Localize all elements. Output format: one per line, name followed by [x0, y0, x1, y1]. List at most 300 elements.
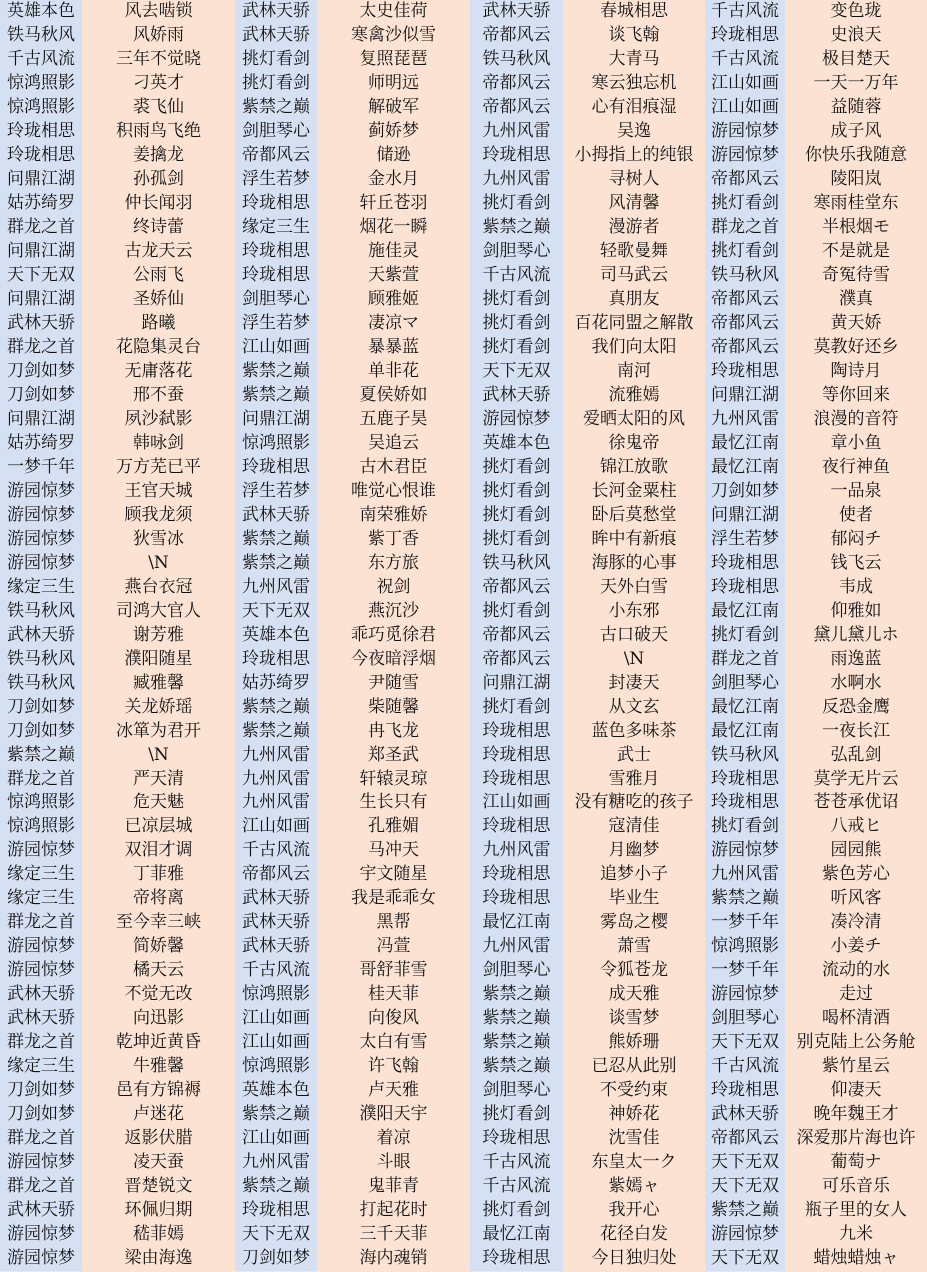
player-name-cell: 黑帮: [376, 912, 411, 933]
table-row: [0, 839, 927, 863]
server-cell: 最忆江南: [711, 696, 779, 717]
server-cell: 天下无双: [7, 264, 75, 285]
player-name-cell: \N: [148, 744, 169, 765]
server-cell: 紫禁之巅: [242, 552, 310, 573]
player-name-cell: 追梦小子: [600, 864, 668, 885]
player-name-cell: 着凉: [376, 1128, 411, 1149]
server-cell: 游园惊梦: [711, 1224, 779, 1245]
table-row: [0, 935, 927, 959]
player-name-cell: 莫学无片云: [813, 768, 899, 789]
table-row: [0, 24, 927, 48]
server-cell: 玲珑相思: [7, 144, 75, 165]
player-name-cell: 严天清: [133, 768, 184, 789]
table-row: [0, 96, 927, 120]
player-name-cell: 夙沙弑影: [124, 408, 193, 429]
table-row: [0, 1223, 927, 1247]
player-name-cell: 冯萱: [376, 936, 411, 957]
server-cell: 惊鸿照影: [242, 984, 310, 1005]
player-name-cell: 斗眼: [376, 1152, 411, 1173]
player-name-cell: 冉飞龙: [368, 720, 419, 741]
server-cell: 武林天骄: [242, 888, 310, 909]
server-cell: 游园惊梦: [7, 552, 75, 573]
player-name-cell: 积雨鸟飞绝: [116, 120, 201, 141]
table-row: [0, 48, 927, 72]
server-cell: 千古风流: [7, 48, 75, 69]
player-name-cell: 解破军: [368, 96, 419, 117]
table-row: [0, 360, 927, 384]
player-name-cell: 路曦: [141, 312, 176, 333]
server-cell: 玲珑相思: [711, 360, 779, 381]
player-name-cell: 燕沉沙: [368, 600, 419, 621]
player-name-cell: 紫竹星云: [822, 1056, 890, 1077]
server-cell: 缘定三生: [7, 888, 75, 909]
player-name-cell: 韦成: [839, 576, 873, 597]
server-cell: 帝都风云: [482, 648, 551, 669]
server-cell: 惊鸿照影: [711, 936, 779, 957]
server-cell: 问鼎江湖: [711, 504, 779, 525]
player-name-cell: 弘乱剑: [830, 744, 882, 765]
server-cell: 游园惊梦: [7, 960, 75, 981]
player-name-cell: 成天雅: [608, 984, 660, 1005]
server-cell: 九州风雷: [482, 168, 551, 189]
server-cell: 铁马秋风: [482, 48, 551, 69]
server-cell: 玲珑相思: [482, 816, 551, 837]
player-name-cell: 奇冤待雪: [822, 264, 890, 285]
player-name-cell: 雨逸蓝: [830, 648, 882, 669]
player-name-cell: 凄凉マ: [368, 312, 419, 333]
server-cell: 江山如画: [242, 816, 310, 837]
player-name-cell: 海内魂销: [359, 1248, 428, 1269]
table-row: [0, 336, 927, 360]
player-name-cell: 谈雪梦: [608, 1008, 660, 1029]
server-cell: 挑灯看剑: [482, 696, 551, 717]
player-name-cell: 古木君臣: [359, 456, 428, 477]
player-name-cell: 郁闷チ: [830, 528, 882, 549]
table-row: [0, 192, 927, 216]
player-name-cell: 没有糖吃的孩子: [574, 792, 694, 813]
server-cell: 群龙之首: [7, 216, 75, 237]
table-row: [0, 1007, 927, 1031]
table-row: [0, 120, 927, 144]
server-cell: 武林天骄: [7, 984, 75, 1005]
player-name-cell: 嵇菲嫣: [133, 1224, 184, 1245]
server-cell: 最忆江南: [482, 1224, 551, 1245]
player-name-cell: 司马武云: [600, 264, 668, 285]
server-cell: 挑灯看剑: [482, 288, 551, 309]
player-name-cell: 濮阳天宇: [359, 1104, 428, 1125]
server-cell: 玲珑相思: [242, 1200, 310, 1221]
player-name-cell: 流雅嫣: [608, 384, 660, 405]
server-cell: 紫禁之巅: [242, 384, 310, 405]
player-name-cell: 司鸿大官人: [116, 600, 201, 621]
player-name-cell: 许飞翰: [368, 1056, 419, 1077]
player-name-cell: 太白有雪: [359, 1032, 428, 1053]
server-cell: 江山如画: [711, 96, 779, 117]
player-name-cell: 紫色芳心: [822, 864, 890, 885]
server-cell: 剑胆琴心: [482, 960, 551, 981]
server-cell: 惊鸿照影: [7, 792, 75, 813]
player-name-cell: 裘飞仙: [133, 96, 184, 117]
server-cell: 帝都风云: [711, 312, 779, 333]
server-cell: 游园惊梦: [711, 144, 779, 165]
server-cell: 玲珑相思: [711, 576, 779, 597]
server-cell: 剑胆琴心: [711, 1008, 779, 1029]
server-cell: 紫禁之巅: [711, 888, 779, 909]
server-cell: 紫禁之巅: [242, 720, 310, 741]
server-cell: 玲珑相思: [242, 648, 310, 669]
player-name-cell: 小东邪: [608, 600, 660, 621]
player-name-cell: 蓟娇梦: [368, 120, 419, 141]
server-cell: 群龙之首: [7, 1128, 75, 1149]
server-cell: 问鼎江湖: [482, 672, 551, 693]
player-name-cell: 梁由海逸: [124, 1248, 193, 1269]
server-cell: 帝都风云: [711, 336, 779, 357]
player-name-cell: 濮阳随星: [124, 648, 193, 669]
server-cell: 帝都风云: [711, 1128, 779, 1149]
server-cell: 缘定三生: [7, 576, 75, 597]
server-cell: 刀剑如梦: [7, 384, 75, 405]
table-row: [0, 815, 927, 839]
player-name-cell: 哥舒菲雪: [359, 960, 428, 981]
player-name-cell: 万方芜已平: [116, 456, 201, 477]
server-cell: 挑灯看剑: [482, 528, 551, 549]
server-cell: 挑灯看剑: [482, 1200, 551, 1221]
server-cell: 玲珑相思: [482, 744, 551, 765]
player-name-cell: 东方旅: [368, 552, 419, 573]
server-cell: 玲珑相思: [242, 264, 310, 285]
player-name-cell: 半根烟モ: [822, 216, 890, 237]
server-cell: 紫禁之巅: [242, 696, 310, 717]
server-cell: 姑苏绮罗: [7, 432, 75, 453]
player-name-cell: 寇清佳: [608, 816, 660, 837]
player-name-cell: 简娇馨: [133, 936, 184, 957]
player-name-cell: 凌天蚕: [133, 1152, 184, 1173]
player-name-cell: 喝杯清酒: [822, 1008, 890, 1029]
player-name-cell: 金水月: [368, 168, 419, 189]
server-cell: 剑胆琴心: [242, 288, 310, 309]
table-row: [0, 216, 927, 240]
server-cell: 玲珑相思: [482, 720, 551, 741]
player-name-cell: 已凉层城: [124, 816, 193, 837]
server-cell: 玲珑相思: [482, 1128, 551, 1149]
server-cell: 铁马秋风: [7, 24, 75, 45]
server-cell: 帝都风云: [482, 576, 551, 597]
server-cell: 最忆江南: [711, 600, 779, 621]
server-cell: 武林天骄: [482, 384, 551, 405]
server-cell: 玲珑相思: [711, 792, 779, 813]
table-row: [0, 456, 927, 480]
table-row: [0, 264, 927, 288]
server-cell: 江山如画: [242, 336, 310, 357]
server-cell: 帝都风云: [711, 288, 779, 309]
server-cell: 紫禁之巅: [7, 744, 75, 765]
table-row: [0, 528, 927, 552]
player-name-cell: 天外白雪: [600, 576, 668, 597]
server-cell: 武林天骄: [242, 24, 310, 45]
player-name-cell: 狄雪冰: [133, 528, 184, 549]
server-cell: 千古风流: [711, 48, 779, 69]
player-name-cell: 卧后莫愁堂: [591, 504, 677, 525]
player-name-cell: 极目楚天: [822, 48, 890, 69]
player-name-cell: 打起花时: [359, 1200, 428, 1221]
player-name-cell: 鬼菲青: [368, 1176, 419, 1197]
player-name-cell: 圣娇仙: [133, 288, 184, 309]
server-cell: 姑苏绮罗: [7, 192, 75, 213]
player-name-cell: 复照琵琶: [359, 48, 428, 69]
server-cell: 千古风流: [482, 1152, 551, 1173]
player-name-cell: 等你回来: [822, 384, 890, 405]
player-name-cell: 今日独归处: [591, 1248, 677, 1269]
player-name-cell: 无庸落花: [124, 360, 193, 381]
player-name-cell: 王官天城: [124, 480, 193, 501]
player-name-cell: 真朋友: [608, 288, 660, 309]
player-name-cell: 流动的水: [822, 960, 890, 981]
player-name-cell: 可乐音乐: [822, 1176, 890, 1197]
server-cell: 玲珑相思: [242, 456, 310, 477]
player-name-cell: 三年不觉晓: [116, 48, 201, 69]
player-name-cell: 雪雅月: [608, 768, 660, 789]
player-name-cell: 浪漫的音符: [813, 408, 899, 429]
server-cell: 挑灯看剑: [711, 624, 779, 645]
server-cell: 一梦千年: [711, 912, 779, 933]
player-name-cell: 晚年魏王才: [813, 1104, 899, 1125]
server-cell: 帝都风云: [711, 168, 779, 189]
player-name-cell: 使者: [839, 504, 873, 525]
player-name-cell: 沈雪佳: [608, 1128, 660, 1149]
table-row: [0, 600, 927, 624]
player-name-cell: 毕业生: [608, 888, 660, 909]
player-name-cell: 丁菲雅: [133, 864, 184, 885]
player-name-cell: 古口破天: [600, 624, 668, 645]
server-cell: 群龙之首: [7, 336, 75, 357]
server-cell: 英雄本色: [7, 1, 75, 21]
server-cell: 刀剑如梦: [7, 720, 75, 741]
server-cell: 群龙之首: [711, 648, 779, 669]
player-name-cell: 马冲天: [368, 840, 419, 861]
player-name-cell: 顾雅姬: [368, 288, 419, 309]
player-name-cell: 章小鱼: [830, 432, 882, 453]
server-cell: 英雄本色: [242, 1080, 310, 1101]
player-name-cell: 黄天娇: [830, 312, 882, 333]
server-cell: 游园惊梦: [7, 1152, 75, 1173]
server-cell: 剑胆琴心: [711, 672, 779, 693]
server-cell: 问鼎江湖: [7, 408, 75, 429]
server-cell: 帝都风云: [482, 96, 551, 117]
server-cell: 英雄本色: [242, 624, 310, 645]
player-name-cell: 燕台衣冠: [124, 576, 193, 597]
server-cell: 千古风流: [711, 1056, 779, 1077]
server-cell: 英雄本色: [482, 432, 551, 453]
server-cell: 九州风雷: [242, 1152, 310, 1173]
server-cell: 一梦千年: [7, 456, 75, 477]
server-cell: 问鼎江湖: [7, 288, 75, 309]
table-row: [0, 744, 927, 768]
server-cell: 江山如画: [242, 1008, 310, 1029]
table-row: [0, 1175, 927, 1199]
server-cell: 铁马秋风: [7, 672, 75, 693]
player-name-cell: 黛儿黛儿ホ: [813, 624, 899, 645]
server-cell: 挑灯看剑: [711, 816, 779, 837]
server-cell: 铁马秋风: [7, 648, 75, 669]
player-name-cell: 花径白发: [600, 1224, 668, 1245]
player-name-cell: 瓶子里的女人: [805, 1200, 907, 1221]
player-name-cell: 谈飞翰: [608, 24, 660, 45]
player-name-cell: 心有泪痕湿: [591, 96, 677, 117]
server-cell: 玲珑相思: [482, 864, 551, 885]
server-cell: 挑灯看剑: [711, 192, 779, 213]
server-cell: 问鼎江湖: [7, 168, 75, 189]
player-name-cell: 关龙娇瑶: [124, 696, 193, 717]
player-name-cell: 你快乐我随意: [805, 144, 907, 165]
server-cell: 武林天骄: [242, 936, 310, 957]
server-cell: 千古风流: [242, 960, 310, 981]
server-cell: 游园惊梦: [711, 984, 779, 1005]
player-name-cell: 蜡烛蜡烛ャ: [813, 1248, 899, 1269]
player-name-cell: 储逊: [376, 144, 411, 165]
server-cell: 游园惊梦: [7, 936, 75, 957]
server-cell: 九州风雷: [482, 120, 551, 141]
server-cell: 铁马秋风: [7, 600, 75, 621]
server-cell: 浮生若梦: [242, 168, 310, 189]
server-cell: 紫禁之巅: [482, 1056, 551, 1077]
player-name-cell: 月幽梦: [608, 840, 660, 861]
server-cell: 武林天骄: [7, 312, 75, 333]
server-cell: 惊鸿照影: [7, 816, 75, 837]
player-name-cell: 今夜暗浮烟: [351, 648, 436, 669]
server-cell: 江山如画: [711, 72, 779, 93]
player-name-cell: 孙孤剑: [133, 168, 184, 189]
server-cell: 挑灯看剑: [482, 456, 551, 477]
server-cell: 紫禁之巅: [242, 1104, 310, 1125]
player-name-cell: 走过: [839, 984, 873, 1005]
table-row: [0, 72, 927, 96]
server-cell: 紫禁之巅: [242, 96, 310, 117]
player-name-cell: 葡萄ナ: [830, 1152, 882, 1173]
player-name-cell: 萧雪: [617, 936, 651, 957]
player-name-cell: 乖巧觅徐君: [351, 624, 436, 645]
server-cell: 九州风雷: [242, 744, 310, 765]
player-name-cell: 海豚的心事: [591, 552, 677, 573]
player-name-cell: 公雨飞: [133, 264, 184, 285]
server-cell: 剑胆琴心: [242, 120, 310, 141]
player-name-cell: 长河金粟柱: [591, 480, 677, 501]
table-row: [0, 983, 927, 1007]
player-name-cell: 至今幸三峡: [116, 912, 201, 933]
server-cell: 问鼎江湖: [711, 384, 779, 405]
server-cell: 挑灯看剑: [242, 72, 310, 93]
player-name-cell: 反恐金鹰: [822, 696, 890, 717]
server-cell: 铁马秋风: [711, 744, 779, 765]
player-name-cell: 韩咏剑: [133, 432, 184, 453]
server-cell: 紫禁之巅: [242, 528, 310, 549]
server-cell: 紫禁之巅: [711, 1200, 779, 1221]
server-cell: 紫禁之巅: [482, 216, 551, 237]
server-cell: 玲珑相思: [711, 1080, 779, 1101]
server-cell: 武林天骄: [482, 1, 551, 21]
player-name-cell: 我是乖乖女: [351, 888, 436, 909]
server-cell: 紫禁之巅: [482, 984, 551, 1005]
player-name-cell: 乾坤近黄昏: [116, 1032, 201, 1053]
server-cell: 游园惊梦: [7, 1248, 75, 1269]
player-name-cell: 令狐苍龙: [600, 960, 668, 981]
server-cell: 铁马秋风: [711, 264, 779, 285]
server-cell: 玲珑相思: [711, 768, 779, 789]
table-row: [0, 1199, 927, 1223]
server-cell: 玲珑相思: [711, 24, 779, 45]
player-name-cell: 封凄天: [608, 672, 660, 693]
table-row: [0, 768, 927, 792]
player-name-cell: 成子风: [830, 120, 882, 141]
player-name-cell: 熊娇珊: [608, 1032, 660, 1053]
server-cell: 天下无双: [711, 1032, 779, 1053]
player-name-cell: 水啊水: [830, 672, 882, 693]
table-row: [0, 0, 927, 24]
table-row: [0, 624, 927, 648]
player-name-cell: 危天魅: [133, 792, 184, 813]
server-cell: 武林天骄: [711, 1104, 779, 1125]
server-cell: 天下无双: [242, 600, 310, 621]
player-name-cell: 柴随馨: [368, 696, 419, 717]
server-cell: 游园惊梦: [7, 1224, 75, 1245]
player-name-cell: 漫游者: [608, 216, 660, 237]
player-name-cell: 太史佳荷: [359, 1, 428, 21]
server-cell: 挑灯看剑: [482, 336, 551, 357]
server-cell: 武林天骄: [7, 624, 75, 645]
player-name-cell: 夜行神鱼: [822, 456, 890, 477]
server-cell: 九州风雷: [711, 408, 779, 429]
player-name-cell: 吴逸: [617, 120, 651, 141]
player-name-cell: 吴追云: [368, 432, 419, 453]
server-cell: 缘定三生: [242, 216, 310, 237]
table-row: [0, 144, 927, 168]
player-name-cell: 我开心: [608, 1200, 660, 1221]
player-name-cell: 益随蓉: [830, 96, 882, 117]
player-name-cell: 园园熊: [830, 840, 882, 861]
player-name-cell: 徐鬼帝: [608, 432, 660, 453]
server-cell: 群龙之首: [7, 768, 75, 789]
server-cell: 千古风流: [242, 840, 310, 861]
player-name-cell: 仲长闻羽: [124, 192, 193, 213]
server-cell: 九州风雷: [711, 864, 779, 885]
player-name-cell: 终诗蕾: [133, 216, 184, 237]
server-cell: 挑灯看剑: [711, 240, 779, 261]
player-name-cell: 紫丁香: [368, 528, 419, 549]
player-name-cell: 轩辕灵琼: [359, 768, 428, 789]
player-name-cell: 暴暴蓝: [368, 336, 419, 357]
server-cell: 刀剑如梦: [711, 480, 779, 501]
table-row: [0, 672, 927, 696]
player-name-cell: 大青马: [608, 48, 660, 69]
server-cell: 游园惊梦: [7, 528, 75, 549]
server-cell: 千古风流: [711, 1, 779, 21]
player-name-cell: 不受约束: [600, 1080, 668, 1101]
server-cell: 武林天骄: [242, 504, 310, 525]
server-cell: 天下无双: [711, 1176, 779, 1197]
server-cell: 天下无双: [242, 1224, 310, 1245]
server-cell: 最忆江南: [711, 432, 779, 453]
server-cell: 游园惊梦: [711, 840, 779, 861]
table-row: [0, 312, 927, 336]
server-cell: 挑灯看剑: [482, 480, 551, 501]
table-row: [0, 408, 927, 432]
server-cell: 惊鸿照影: [7, 72, 75, 93]
player-name-cell: 深爱那片海也许: [796, 1128, 916, 1149]
table-row: [0, 288, 927, 312]
player-name-cell: 牛雅馨: [133, 1056, 184, 1077]
server-cell: 帝都风云: [482, 72, 551, 93]
table-row: [0, 1103, 927, 1127]
player-name-cell: 向迅影: [133, 1008, 184, 1029]
